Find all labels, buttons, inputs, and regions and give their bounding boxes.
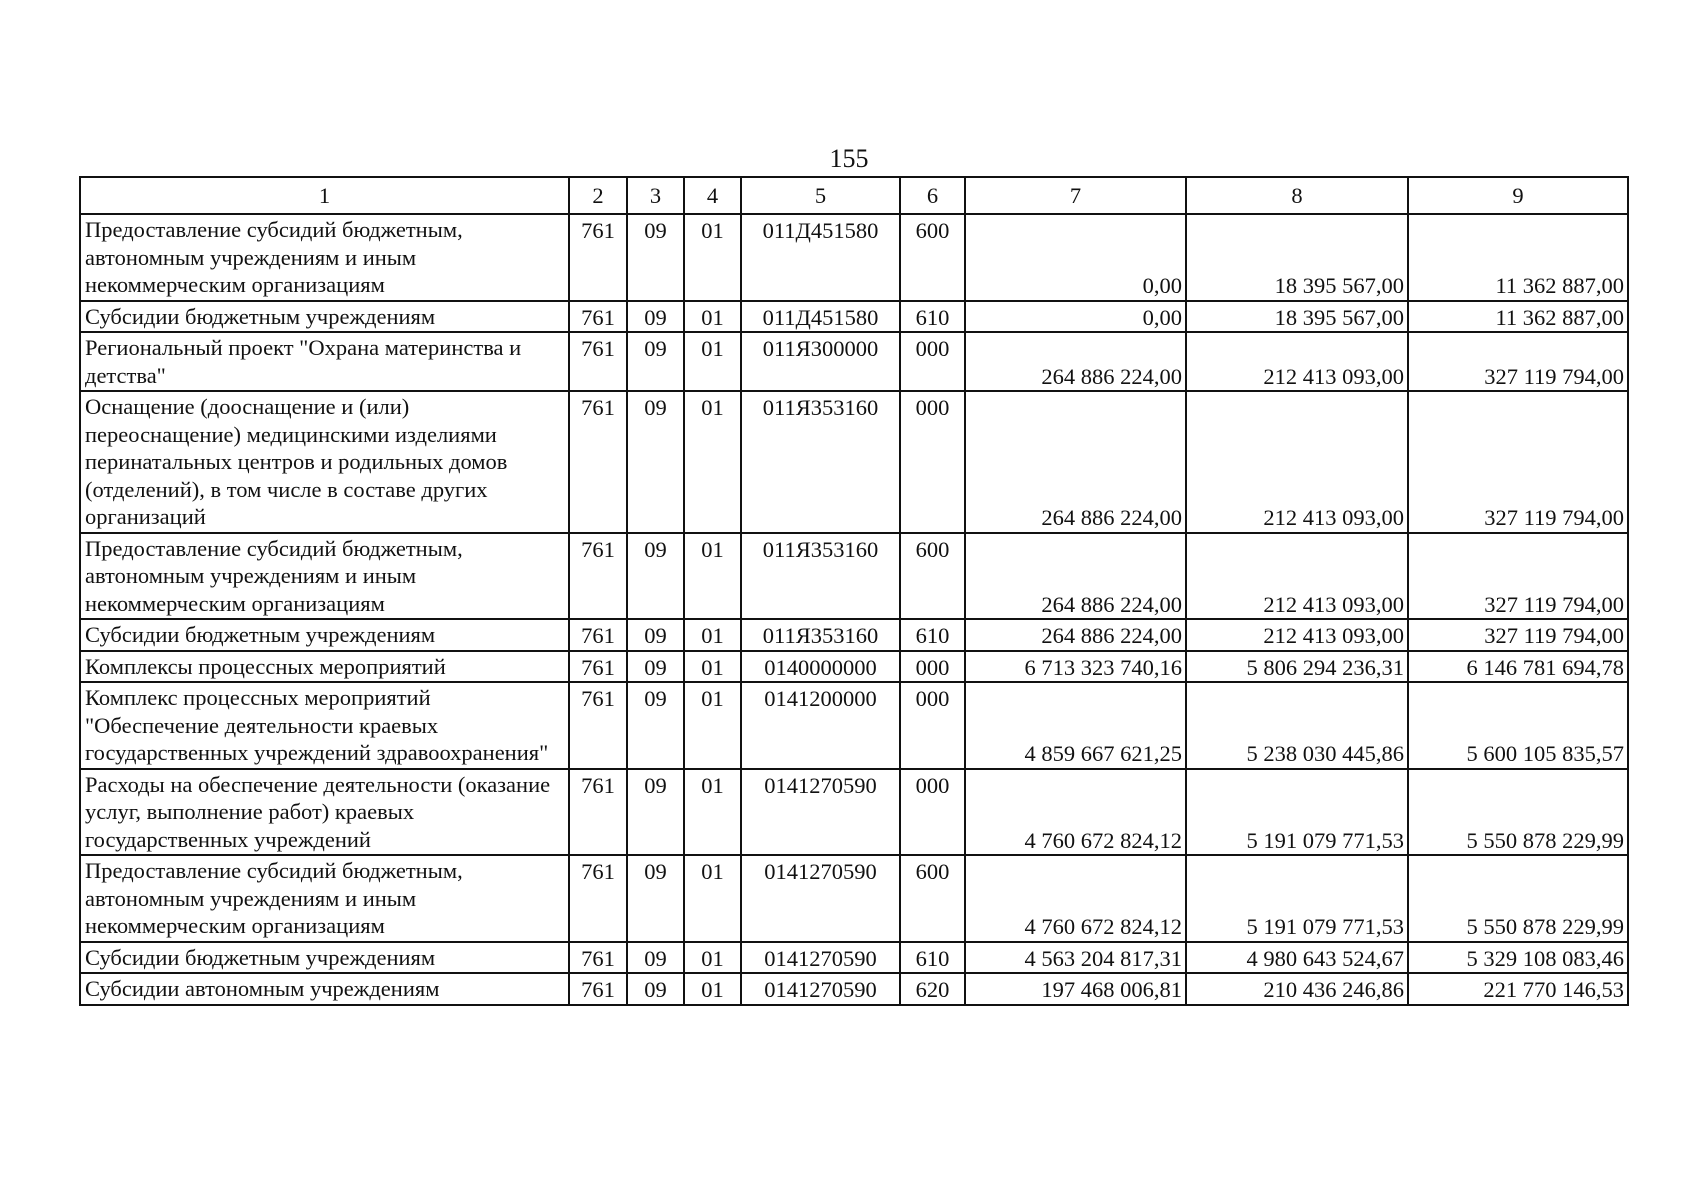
expense-name: Оснащение (дооснащение и (или) переоснащение) медицинскими изделиями перинатальных центров и родильных домов (отделений), в том числе в составе других организаций bbox=[80, 391, 569, 533]
amount-col-8: 212 413 093,00 bbox=[1186, 619, 1408, 651]
ministry-code: 761 bbox=[569, 973, 627, 1005]
expense-type-code: 610 bbox=[900, 301, 965, 333]
amount-col-7: 0,00 bbox=[965, 301, 1186, 333]
column-header: 4 bbox=[684, 177, 741, 214]
table-row bbox=[80, 533, 1628, 620]
table-row bbox=[80, 332, 1628, 391]
expense-name: Расходы на обеспечение деятельности (оказание услуг, выполнение работ) краевых государственных учреждений bbox=[80, 769, 569, 856]
amount-col-8: 5 806 294 236,31 bbox=[1186, 651, 1408, 683]
expense-name: Комплекс процессных мероприятий "Обеспечение деятельности краевых государственных учреждений здравоохранения" bbox=[80, 682, 569, 769]
amount-col-7: 197 468 006,81 bbox=[965, 973, 1186, 1005]
expense-type-code: 610 bbox=[900, 619, 965, 651]
section-code: 09 bbox=[627, 769, 684, 856]
subsection-code: 01 bbox=[684, 391, 741, 533]
table-row bbox=[80, 214, 1628, 301]
amount-col-7: 6 713 323 740,16 bbox=[965, 651, 1186, 683]
table-row bbox=[80, 942, 1628, 974]
column-header: 6 bbox=[900, 177, 965, 214]
section-code: 09 bbox=[627, 973, 684, 1005]
amount-col-9: 5 550 878 229,99 bbox=[1408, 769, 1628, 856]
amount-col-7: 264 886 224,00 bbox=[965, 533, 1186, 620]
amount-col-8: 212 413 093,00 bbox=[1186, 391, 1408, 533]
table-row bbox=[80, 651, 1628, 683]
target-article-code: 011Д451580 bbox=[741, 301, 900, 333]
section-code: 09 bbox=[627, 391, 684, 533]
ministry-code: 761 bbox=[569, 651, 627, 683]
table-row bbox=[80, 855, 1628, 942]
amount-col-8: 5 238 030 445,86 bbox=[1186, 682, 1408, 769]
target-article-code: 0141270590 bbox=[741, 855, 900, 942]
column-header: 2 bbox=[569, 177, 627, 214]
subsection-code: 01 bbox=[684, 769, 741, 856]
expense-name: Региональный проект "Охрана материнства и детства" bbox=[80, 332, 569, 391]
amount-col-7: 264 886 224,00 bbox=[965, 391, 1186, 533]
amount-col-8: 212 413 093,00 bbox=[1186, 533, 1408, 620]
subsection-code: 01 bbox=[684, 533, 741, 620]
amount-col-9: 5 550 878 229,99 bbox=[1408, 855, 1628, 942]
amount-col-9: 327 119 794,00 bbox=[1408, 619, 1628, 651]
table-row bbox=[80, 301, 1628, 333]
expense-type-code: 000 bbox=[900, 651, 965, 683]
expense-name: Предоставление субсидий бюджетным, автономным учреждениям и иным некоммерческим организациям bbox=[80, 855, 569, 942]
amount-col-7: 264 886 224,00 bbox=[965, 619, 1186, 651]
target-article-code: 011Я353160 bbox=[741, 533, 900, 620]
section-code: 09 bbox=[627, 651, 684, 683]
expense-type-code: 000 bbox=[900, 332, 965, 391]
ministry-code: 761 bbox=[569, 619, 627, 651]
subsection-code: 01 bbox=[684, 682, 741, 769]
expense-name: Субсидии бюджетным учреждениям bbox=[80, 942, 569, 974]
section-code: 09 bbox=[627, 855, 684, 942]
section-code: 09 bbox=[627, 682, 684, 769]
table-row bbox=[80, 682, 1628, 769]
expense-type-code: 000 bbox=[900, 769, 965, 856]
target-article-code: 0141270590 bbox=[741, 973, 900, 1005]
target-article-code: 0141270590 bbox=[741, 769, 900, 856]
amount-col-9: 327 119 794,00 bbox=[1408, 332, 1628, 391]
column-header: 5 bbox=[741, 177, 900, 214]
section-code: 09 bbox=[627, 214, 684, 301]
amount-col-9: 5 600 105 835,57 bbox=[1408, 682, 1628, 769]
target-article-code: 0140000000 bbox=[741, 651, 900, 683]
amount-col-7: 0,00 bbox=[965, 214, 1186, 301]
expense-type-code: 600 bbox=[900, 533, 965, 620]
target-article-code: 0141270590 bbox=[741, 942, 900, 974]
expense-type-code: 600 bbox=[900, 855, 965, 942]
column-header: 1 bbox=[80, 177, 569, 214]
section-code: 09 bbox=[627, 619, 684, 651]
subsection-code: 01 bbox=[684, 214, 741, 301]
column-number-row bbox=[80, 177, 1628, 214]
expense-type-code: 610 bbox=[900, 942, 965, 974]
expense-type-code: 000 bbox=[900, 682, 965, 769]
ministry-code: 761 bbox=[569, 769, 627, 856]
expense-name: Субсидии бюджетным учреждениям bbox=[80, 619, 569, 651]
ministry-code: 761 bbox=[569, 332, 627, 391]
expense-type-code: 600 bbox=[900, 214, 965, 301]
ministry-code: 761 bbox=[569, 682, 627, 769]
amount-col-8: 210 436 246,86 bbox=[1186, 973, 1408, 1005]
target-article-code: 011Д451580 bbox=[741, 214, 900, 301]
amount-col-8: 18 395 567,00 bbox=[1186, 301, 1408, 333]
expense-name: Субсидии бюджетным учреждениям bbox=[80, 301, 569, 333]
amount-col-7: 4 563 204 817,31 bbox=[965, 942, 1186, 974]
expense-type-code: 000 bbox=[900, 391, 965, 533]
amount-col-7: 264 886 224,00 bbox=[965, 332, 1186, 391]
subsection-code: 01 bbox=[684, 619, 741, 651]
ministry-code: 761 bbox=[569, 214, 627, 301]
subsection-code: 01 bbox=[684, 855, 741, 942]
target-article-code: 011Я300000 bbox=[741, 332, 900, 391]
amount-col-7: 4 760 672 824,12 bbox=[965, 769, 1186, 856]
column-header: 3 bbox=[627, 177, 684, 214]
ministry-code: 761 bbox=[569, 855, 627, 942]
amount-col-7: 4 760 672 824,12 bbox=[965, 855, 1186, 942]
amount-col-8: 18 395 567,00 bbox=[1186, 214, 1408, 301]
page-number: 155 bbox=[829, 144, 869, 173]
table-row bbox=[80, 391, 1628, 533]
amount-col-9: 11 362 887,00 bbox=[1408, 301, 1628, 333]
column-header: 7 bbox=[965, 177, 1186, 214]
column-header: 8 bbox=[1186, 177, 1408, 214]
target-article-code: 011Я353160 bbox=[741, 619, 900, 651]
column-header: 9 bbox=[1408, 177, 1628, 214]
target-article-code: 0141200000 bbox=[741, 682, 900, 769]
expense-name: Комплексы процессных мероприятий bbox=[80, 651, 569, 683]
expense-name: Предоставление субсидий бюджетным, автономным учреждениям и иным некоммерческим организациям bbox=[80, 533, 569, 620]
subsection-code: 01 bbox=[684, 301, 741, 333]
ministry-code: 761 bbox=[569, 942, 627, 974]
expense-name: Предоставление субсидий бюджетным, автономным учреждениям и иным некоммерческим организациям bbox=[80, 214, 569, 301]
amount-col-8: 4 980 643 524,67 bbox=[1186, 942, 1408, 974]
amount-col-8: 212 413 093,00 bbox=[1186, 332, 1408, 391]
amount-col-9: 5 329 108 083,46 bbox=[1408, 942, 1628, 974]
amount-col-8: 5 191 079 771,53 bbox=[1186, 855, 1408, 942]
amount-col-9: 327 119 794,00 bbox=[1408, 391, 1628, 533]
ministry-code: 761 bbox=[569, 533, 627, 620]
ministry-code: 761 bbox=[569, 391, 627, 533]
ministry-code: 761 bbox=[569, 301, 627, 333]
section-code: 09 bbox=[627, 301, 684, 333]
subsection-code: 01 bbox=[684, 973, 741, 1005]
table-row bbox=[80, 619, 1628, 651]
table-row bbox=[80, 769, 1628, 856]
section-code: 09 bbox=[627, 533, 684, 620]
amount-col-9: 327 119 794,00 bbox=[1408, 533, 1628, 620]
budget-table bbox=[79, 176, 1629, 1006]
expense-name: Субсидии автономным учреждениям bbox=[80, 973, 569, 1005]
section-code: 09 bbox=[627, 332, 684, 391]
target-article-code: 011Я353160 bbox=[741, 391, 900, 533]
amount-col-9: 221 770 146,53 bbox=[1408, 973, 1628, 1005]
amount-col-9: 11 362 887,00 bbox=[1408, 214, 1628, 301]
expense-type-code: 620 bbox=[900, 973, 965, 1005]
amount-col-8: 5 191 079 771,53 bbox=[1186, 769, 1408, 856]
amount-col-7: 4 859 667 621,25 bbox=[965, 682, 1186, 769]
subsection-code: 01 bbox=[684, 651, 741, 683]
amount-col-9: 6 146 781 694,78 bbox=[1408, 651, 1628, 683]
subsection-code: 01 bbox=[684, 332, 741, 391]
subsection-code: 01 bbox=[684, 942, 741, 974]
table-row bbox=[80, 973, 1628, 1005]
section-code: 09 bbox=[627, 942, 684, 974]
